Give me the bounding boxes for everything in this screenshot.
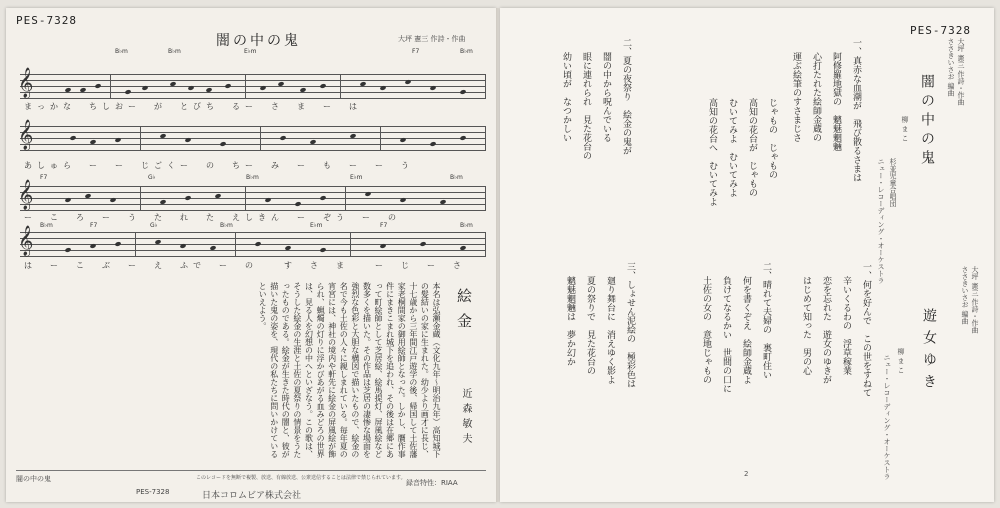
song1-verse2-line3: 眼に連れられ 見た花台の xyxy=(581,52,591,160)
lyric-row-3: ー こ ろ ー う た れ た えしきん ー ぞう ー の xyxy=(24,213,401,222)
song1-title: 闇の中の鬼 xyxy=(919,74,935,169)
song2-verse1-line2: 辛いくるわの 浮草稼業 xyxy=(841,276,851,375)
song2-title: 遊女ゆき xyxy=(921,308,937,396)
song1-refrain-line4: 高知の花台へ むいてみよ xyxy=(707,98,717,206)
song1-verse2-line4: 幼い頃が なつかしい xyxy=(561,52,571,142)
song2-verse2-line3: 負けてなるかい 世間の口に xyxy=(721,276,731,393)
footer-divider xyxy=(16,470,486,471)
song1-verse1-line1: 一、真赤な血潮が 飛び散るさまは xyxy=(851,38,861,182)
song1-credit-1: 大坪 憲三 作詩・作曲 xyxy=(957,38,965,106)
song2-credit-2: ささきいさお 編曲 xyxy=(961,266,969,325)
footer-company: 日本コロムビア株式会社 xyxy=(202,491,302,501)
song2-singer: 柳 ま こ xyxy=(897,348,905,374)
treble-clef-icon: 𝄞 xyxy=(18,226,34,256)
lyric-row-4: は ー こ ぶ ー え ふで ー の す さ ま ー じ ー さ xyxy=(24,261,466,270)
song2-verse3-line2: 廻り舞台に 消えゆく影よ xyxy=(605,276,615,384)
treble-clef-icon: 𝄞 xyxy=(18,68,34,98)
chord-row-3: B♭m F7 G♭ B♭m E♭m F7 B♭m xyxy=(40,222,473,229)
song2-verse1-line3: 恋を忘れた 遊女のゆきが xyxy=(821,276,831,384)
music-staff-3 xyxy=(18,180,486,210)
song1-credit-2: ささきいさお 編曲 xyxy=(947,38,955,97)
song2-orchestra: ニュー・レコーディング・オーケストラ xyxy=(883,354,891,480)
song1-verse1-line4: 運ぶ絵筆のすさまじさ xyxy=(791,52,801,142)
song1-singer: 柳 ま こ xyxy=(901,116,909,142)
lyric-row-1: まっかな ちしおー が とびち るー さ ま ー は xyxy=(24,102,362,111)
essay-title: 絵金 xyxy=(455,288,473,338)
right-page-lyrics xyxy=(500,8,994,502)
song1-refrain-line1: じゃもの じゃもの xyxy=(767,98,777,179)
score-composer-credit: 大坪 憲三 作詩・作曲 xyxy=(398,35,466,43)
song1-chorus: 杉並児童合唱団 xyxy=(889,158,897,207)
essay-body: 本名は弘瀬金蔵（文化九年〜明治九年）高知城下の髪結いの家に生まれた。幼少より画才に長じ、十七歳から三年間江戸遊学の後、帰国して土佐藩家老桐間家の御用絵師となった。しかし、贋作事件にまきこまれ城下を追われ、その後は在郷にあって町絵師として芝居絵、絵馬提灯、屏風絵など数多くを描いた。その作品は芝居の凄惨な場面を強烈な色彩と大胆な構図で描いたもので、絵金の名で今も土佐の人々に親しまれている。毎年夏の宵宮には、神社の境内や軒先に絵金の屏風絵が飾られ、蝋燭の灯りに浮かびあがる血みどろの世界は、見る人を幻想の中へといざなう。この歌は、そうした絵金の生涯と土佐の夏祭りの情景をうたったものである。絵金が生きた時代の闇と、彼が描いた鬼の姿を、現代の私たちに問いかけているといえよう。 xyxy=(258,282,441,458)
song2-verse3-line4: 魑魅魍魎は 夢か幻か xyxy=(565,276,575,366)
treble-clef-icon: 𝄞 xyxy=(18,180,34,210)
footer-riaa: 録音特性：RIAA xyxy=(406,479,458,487)
song1-orchestra: ニュー・レコーディング・オーケストラ xyxy=(877,158,885,284)
song2-verse2-line1: 二、晴れて夫婦の 裏町住い xyxy=(761,262,771,379)
music-staff-1 xyxy=(18,68,486,98)
song1-verse1-line3: 心打たれた絵師金蔵の xyxy=(811,52,821,142)
lyric-row-2: あしゅら ー ー じごくー の ちー み ー も ー ー う xyxy=(24,161,414,170)
song2-verse2-line2: 何を書くぞえ 絵師金蔵よ xyxy=(741,276,751,384)
catalog-number-right: PES-7328 xyxy=(910,24,971,37)
song2-verse3-line3: 夏の祭りで 見た花台の xyxy=(585,276,595,375)
footer-code: PES-7328 xyxy=(136,488,170,496)
page-number: 2 xyxy=(744,470,749,478)
song1-refrain-line3: むいてみよ むいてみよ xyxy=(727,98,737,197)
treble-clef-icon: 𝄞 xyxy=(18,120,34,150)
song2-verse1-line1: 一、何を好んで この世をすねて xyxy=(861,262,871,397)
essay-author: 近森敏夫 xyxy=(460,388,471,448)
song1-verse2-line2: 闇の中から呪んでいる xyxy=(601,52,611,142)
song2-verse1-line4: はじめて知った 男の心 xyxy=(801,276,811,375)
catalog-number-left: PES-7328 xyxy=(16,14,77,27)
song1-refrain-line2: 高知の花台が じゃもの xyxy=(747,98,757,197)
footer-song-label: 闇の中の鬼 xyxy=(16,475,51,483)
song2-verse3-line1: 三、しょせん泥絵の 極彩色は xyxy=(625,262,635,388)
footer-copyright-note: このレコードを無断で複製、放送、有線放送、公衆送信することは法律で禁じられています。 xyxy=(196,475,406,481)
music-staff-4 xyxy=(18,226,486,256)
song1-verse2-line1: 二、夏の夜祭り 絵金の鬼が xyxy=(621,38,631,155)
score-song-title: 闇の中の鬼 xyxy=(216,33,301,49)
chord-row-2: F7 G♭ B♭m E♭m B♭m xyxy=(40,174,463,181)
chord-row-1: B♭m B♭m E♭m F7 B♭m xyxy=(115,48,473,55)
left-page-score-and-essay xyxy=(6,8,496,502)
music-staff-2 xyxy=(18,120,486,150)
song2-verse2-line4: 土佐の女の 意地じゃもの xyxy=(701,276,711,384)
song1-verse1-line2: 阿修羅地獄の 魑魅魍魎 xyxy=(831,52,841,151)
song2-credit-1: 大坪 憲三 作詩・作曲 xyxy=(971,266,979,334)
